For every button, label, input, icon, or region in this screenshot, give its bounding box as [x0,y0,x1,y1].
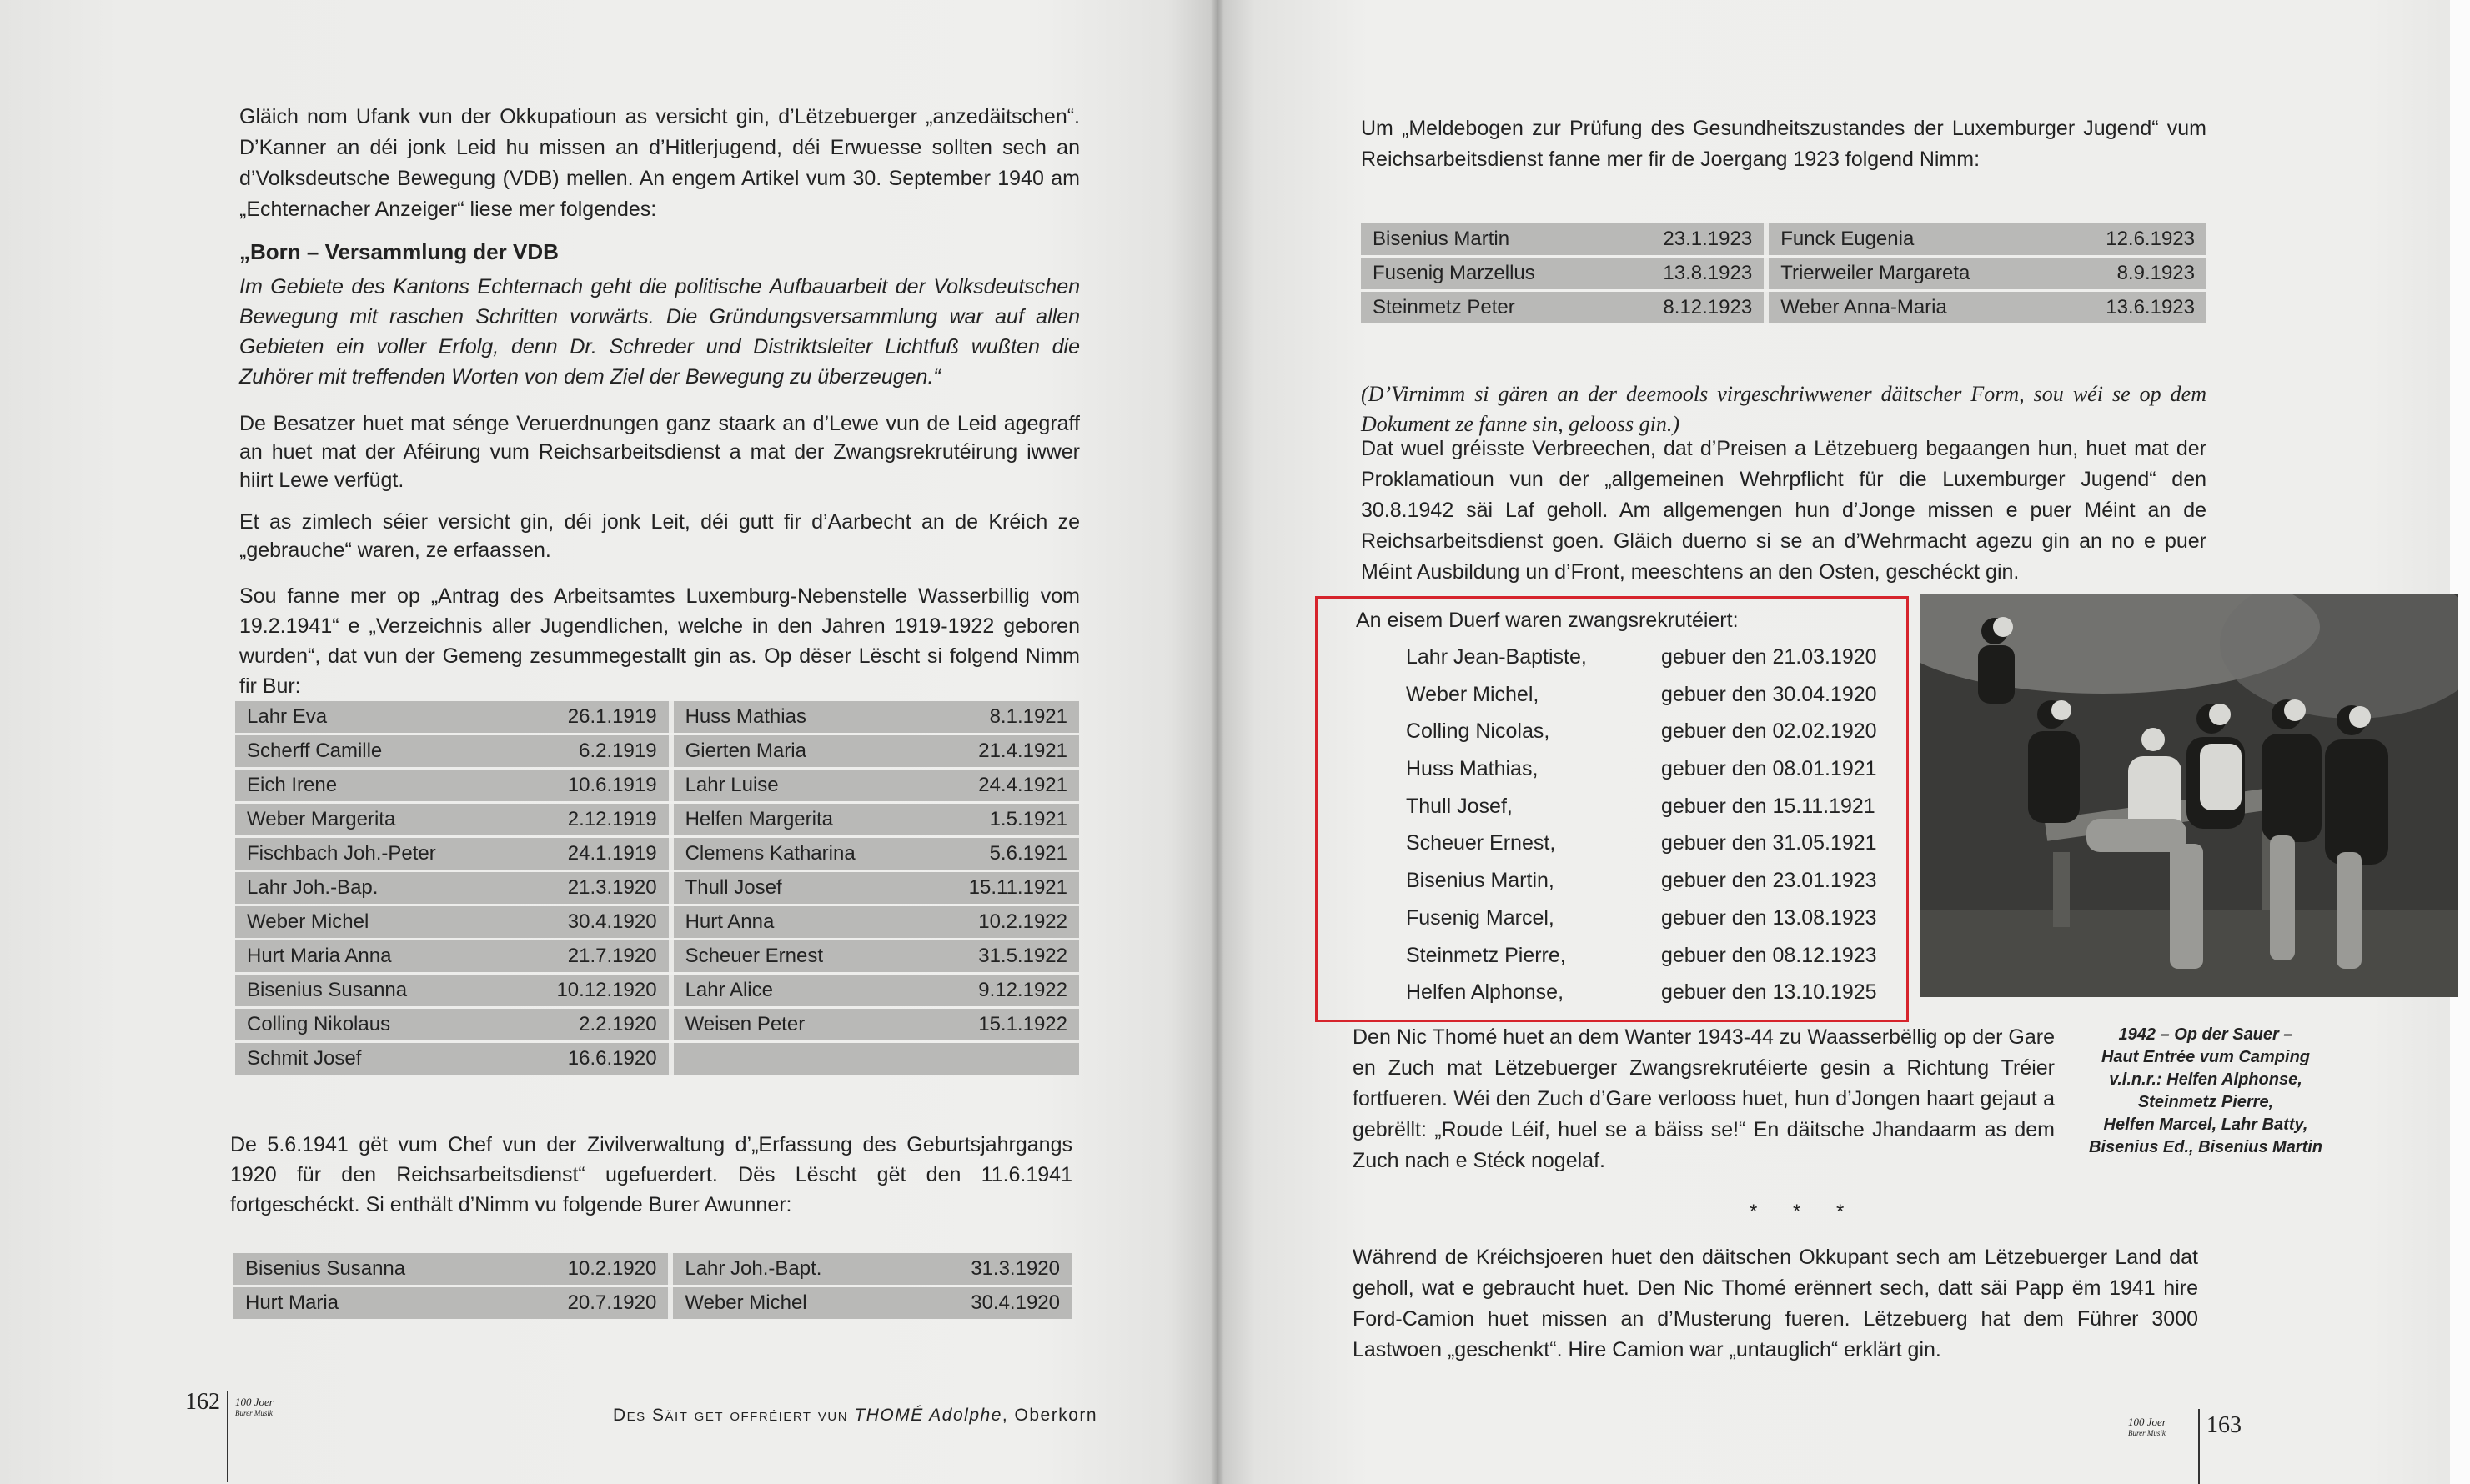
table-row [235,838,1079,870]
book-spine [1211,0,1224,1484]
camion-paragraph: Während de Kréichsjoeren huet den däitschen Okkupant sech am Lëtzebuerger Land dat geholl, wat e gebraucht huet. Den Nic Thomé erënnert sech, datt säi Papp ëm 1941 hire Ford-Camion huet missen an d’Musterung fueren. Lëtzebuerg hat dem Führer 3000 Lastwoen „geschenkt“. Hire Camion war „untauglich“ erklärt gin. [1353,1246,2198,1361]
table-cell-date: 10.2.1920 [502,1253,674,1285]
occupation-paragraph: De Besatzer huet mat sénge Veruerdnungen ganz staark an d’Lewe vun de Leid agegraff an huet mat der Aféirung vum Reichsarbeitsdienst a mat der Zwangsrekrutéirung iwwer hiirt Lewe verfügt. [239,412,1080,492]
table-cell-date: 20.7.1920 [502,1287,674,1319]
table-cell-name: Bisenius Susanna [235,975,508,1006]
conscript-name: Huss Mathias, [1406,757,1539,781]
table-cell-name: Weber Margerita [235,804,508,835]
table-cell-date: 24.4.1921 [922,770,1079,801]
table-cell-date: 13.6.1923 [2056,292,2206,323]
list-intro-paragraph: Sou fanne mer op „Antrag des Arbeitsamtes Luxemburg-Nebenstelle Wasserbillig vom 19.2.1941“ e „Verzeichnis aller Jugendlichen, welche in den Jahren 1919-1922 geboren wurden“, dat vun der Gemeng zesummegestallt gin as. Op dëser Lëscht si folgend Nimm fir Bur: [239,584,1080,698]
table-cell-name [674,1043,922,1075]
conscript-birthdate: gebuer den 13.08.1923 [1661,905,1877,930]
table-cell-date: 31.5.1922 [922,940,1079,972]
table-cell-date: 8.1.1921 [922,701,1079,733]
table-cell-name: Weisen Peter [674,1009,922,1040]
conscript-name: Fusenig Marcel, [1406,905,1554,930]
table-cell-date: 21.3.1920 [508,872,673,904]
article-quote: Im Gebiete des Kantons Echternach geht die politische Aufbauarbeit der Volksdeutschen Bewegung mit raschen Schritten vorwärts. Die Gründungsversammlung war auf allen Gebieten ein voller Erfolg, denn Dr. Schreder und Distriktsleiter Lichtfuß wußten die Zuhörer mit treffenden Worten von dem Ziel der Bewegung zu überzeugen.“ [239,275,1080,389]
logo-text-right-1: 100 Joer [2128,1416,2166,1428]
table-cell-date: 5.6.1921 [922,838,1079,870]
table-cell-date: 8.9.1923 [2056,258,2206,289]
conscript-name: Thull Josef, [1406,794,1513,818]
table-row [233,1287,1072,1319]
conscript-birthdate: gebuer den 21.03.1920 [1661,645,1877,669]
table-cell-name: Helfen Margerita [674,804,922,835]
table-row [235,975,1079,1006]
conscript-name: Bisenius Martin, [1406,869,1554,893]
table-cell-name: Bisenius Susanna [233,1253,502,1285]
folio-rule-right [2198,1409,2200,1484]
conscript-birthdate: gebuer den 02.02.1920 [1661,719,1877,744]
caption-line: 1942 – Op der Sauer – [2118,1025,2293,1044]
table-cell-name: Bisenius Martin [1361,223,1611,255]
youth-table-1919-1922 [235,699,1079,1077]
conscript-birthdate: gebuer den 23.01.1923 [1661,869,1877,893]
table-cell-date: 12.6.1923 [2056,223,2206,255]
section-separator: * * * [1750,1201,1860,1223]
table-cell-date: 26.1.1919 [508,701,673,733]
table-row [235,701,1079,733]
table-cell-name: Weber Anna-Maria [1769,292,2055,323]
conscript-name: Lahr Jean-Baptiste, [1406,645,1587,669]
table-cell-name: Trierweiler Margareta [1769,258,2055,289]
page-number-right: 163 [2206,1412,2242,1438]
table-row [1361,223,2206,255]
table-cell-name: Funck Eugenia [1769,223,2055,255]
intro-paragraph: Gläich nom Ufank vun der Okkupatioun as versicht gin, d’Lëtzebuerger „anzedäitschen“. D’Kanner an déi jonk Leid hu missen an d’Hitlerjugend, déi Erwuesse sollten sech an d’Volksdeutsche Bewegung (VDB) mellen. An engem Artikel vum 30. September 1940 am „Echternacher Anzeiger“ liese mer folgendes: [239,105,1080,221]
table-cell-name: Lahr Joh.-Bapt. [673,1253,907,1285]
table-cell-date: 21.7.1920 [508,940,673,972]
caption-line: Bisenius Ed., Bisenius Martin [2088,1138,2323,1156]
table-cell-date: 15.1.1922 [922,1009,1079,1040]
article-heading: „Born – Versammlung der VDB [239,239,559,264]
table-cell-date: 10.6.1919 [508,770,673,801]
meldebogen-paragraph: Um „Meldebogen zur Prüfung des Gesundheitszustandes der Luxemburger Jugend“ vum Reichsarbeitsdienst fanne mer fir de Joergang 1923 folgend Nimm: [1361,117,2206,171]
table-cell-date: 1.5.1921 [922,804,1079,835]
table-cell-date: 8.12.1923 [1611,292,1769,323]
table-row [235,804,1079,835]
table-row [235,906,1079,938]
footer-prefix: Des Säit get offréiert vun [613,1406,855,1425]
table-cell-date: 10.12.1920 [508,975,673,1006]
conscript-name: Helfen Alphonse, [1406,980,1564,1005]
conscript-birthdate: gebuer den 08.01.1921 [1661,757,1877,781]
table-cell-name: Lahr Alice [674,975,922,1006]
folio-rule-left [227,1391,228,1482]
caption-line: Haut Entrée vum Camping [2101,1048,2311,1066]
table-cell-name: Clemens Katharina [674,838,922,870]
table-cell-name: Gierten Maria [674,735,922,767]
table-cell-date: 30.4.1920 [907,1287,1072,1319]
caption-line: Helfen Marcel, Lahr Batty, [2103,1116,2308,1134]
table-row [235,872,1079,904]
conscript-name: Weber Michel, [1406,682,1539,706]
table-cell-name: Hurt Anna [674,906,922,938]
table-cell-date: 16.6.1920 [508,1043,673,1075]
table-row [1361,292,2206,323]
conscript-birthdate: gebuer den 13.10.1925 [1661,980,1877,1005]
caption-line: Steinmetz Pierre, [2137,1093,2274,1111]
youth-table-1923 [1361,221,2206,326]
table-cell-name: Lahr Joh.-Bap. [235,872,508,904]
table-cell-date: 24.1.1919 [508,838,673,870]
table-row [235,770,1079,801]
table-row [235,940,1079,972]
conscript-birthdate: gebuer den 08.12.1923 [1661,943,1877,967]
registration-paragraph: De 5.6.1941 gët vum Chef vun der Zivilverwaltung d’„Erfassung des Geburtsjahrgangs 1920 für den Reichsarbeitsdienst“ ugefuerdert. Dës Lëscht gët den 11.6.1941 fortgeschéckt. Si enthält d’Nimm vu folgende Burer Awunner: [230,1133,1072,1216]
footer-sponsor-name: THOMÉ Adolphe [854,1406,1002,1425]
youth-table-1920 [233,1251,1072,1321]
table-cell-date [922,1043,1079,1075]
conscript-birthdate: gebuer den 15.11.1921 [1661,794,1875,818]
table-row [1361,258,2206,289]
table-cell-name: Weber Michel [673,1287,907,1319]
table-row [233,1253,1072,1285]
caption-line: v.l.n.r.: Helfen Alphonse, [2109,1070,2302,1089]
recruitment-paragraph: Et as zimlech séier versicht gin, déi jonk Leit, déi gutt fir d’Aarbecht an de Kréich ze „gebrauche“ waren, ze erfaassen. [239,510,1080,562]
table-cell-date: 21.4.1921 [922,735,1079,767]
table-cell-name: Lahr Luise [674,770,922,801]
conscription-paragraph: Dat wuel gréisste Verbreechen, dat d’Preisen a Lëtzebuerg begaangen hun, huet mat der Proklamatioun vun der „allgemeinen Wehrpflicht für die Luxemburger Jugend“ den 30.8.1942 säi Laf geholl. Am allgemengen hun d’Jonge missen e puer Méint an de Reichsarbeitsdienst goen. Gläich duerno si se an d’Wehrmacht agezu gin an no e puer Méint Ausbildung un d’Front, meeschtens an den Osten, geschéckt gin. [1361,437,2206,584]
table-cell-date: 31.3.1920 [907,1253,1072,1285]
photo-illustration [1920,594,2458,997]
table-row [235,1009,1079,1040]
table-cell-date: 23.1.1923 [1611,223,1769,255]
spelling-note: (D’Virnimm si gären an der deemools virgeschriwwener däitscher Form, sou wéi se op dem Dokument ze fanne sin, gelooss gin.) [1361,382,2206,436]
table-cell-name: Fischbach Joh.-Peter [235,838,508,870]
logo-text-left-1: 100 Joer [235,1396,274,1408]
table-cell-date: 15.11.1921 [922,872,1079,904]
train-paragraph: Den Nic Thomé huet an dem Wanter 1943-44 zu Waasserbëllig op der Gare en Zuch mat Lëtzebuerger Zwangsrekrutéierte gesin a Richtung Tréier fortfueren. Wéi den Zuch d’Gare verlooss huet, hun d’Jongen haart gejaut a gebrëllt: „Roude Léif, huel se a bäiss se!“ En däitsche Jhandaarm as dem Zuch nach e Stéck nogelaf. [1353,1025,2055,1172]
table-cell-date: 13.8.1923 [1611,258,1769,289]
conscript-name: Colling Nicolas, [1406,719,1550,744]
table-cell-name: Steinmetz Peter [1361,292,1611,323]
table-cell-name: Hurt Maria Anna [235,940,508,972]
table-cell-name: Weber Michel [235,906,508,938]
logo-text-right-2: Burer Musik [2128,1429,2166,1437]
conscript-birthdate: gebuer den 31.05.1921 [1661,831,1877,855]
logo-text-left-2: Burer Musik [235,1409,273,1417]
table-cell-date: 30.4.1920 [508,906,673,938]
table-cell-date: 6.2.1919 [508,735,673,767]
table-cell-date: 9.12.1922 [922,975,1079,1006]
sponsor-footer [613,1406,1097,1426]
conscript-birthdate: gebuer den 30.04.1920 [1661,682,1877,706]
table-cell-name: Scheuer Ernest [674,940,922,972]
table-cell-date: 10.2.1922 [922,906,1079,938]
table-cell-name: Schmit Josef [235,1043,508,1075]
table-row [235,1043,1079,1075]
page-number-left: 162 [185,1389,220,1415]
table-cell-name: Thull Josef [674,872,922,904]
conscript-name: Scheuer Ernest, [1406,831,1556,855]
table-cell-name: Fusenig Marzellus [1361,258,1611,289]
table-cell-name: Lahr Eva [235,701,508,733]
conscript-name: Steinmetz Pierre, [1406,943,1566,967]
table-cell-name: Huss Mathias [674,701,922,733]
table-cell-name: Colling Nikolaus [235,1009,508,1040]
table-cell-date: 2.12.1919 [508,804,673,835]
table-cell-name: Eich Irene [235,770,508,801]
historical-photo [1920,594,2458,997]
photo-caption [2068,1024,2343,1159]
conscripts-list-title: An eisem Duerf waren zwangsrekrutéiert: [1356,609,1739,632]
footer-suffix: , Oberkorn [1002,1406,1098,1425]
table-row [235,735,1079,767]
table-cell-name: Hurt Maria [233,1287,502,1319]
table-cell-date: 2.2.1920 [508,1009,673,1040]
table-cell-name: Scherff Camille [235,735,508,767]
